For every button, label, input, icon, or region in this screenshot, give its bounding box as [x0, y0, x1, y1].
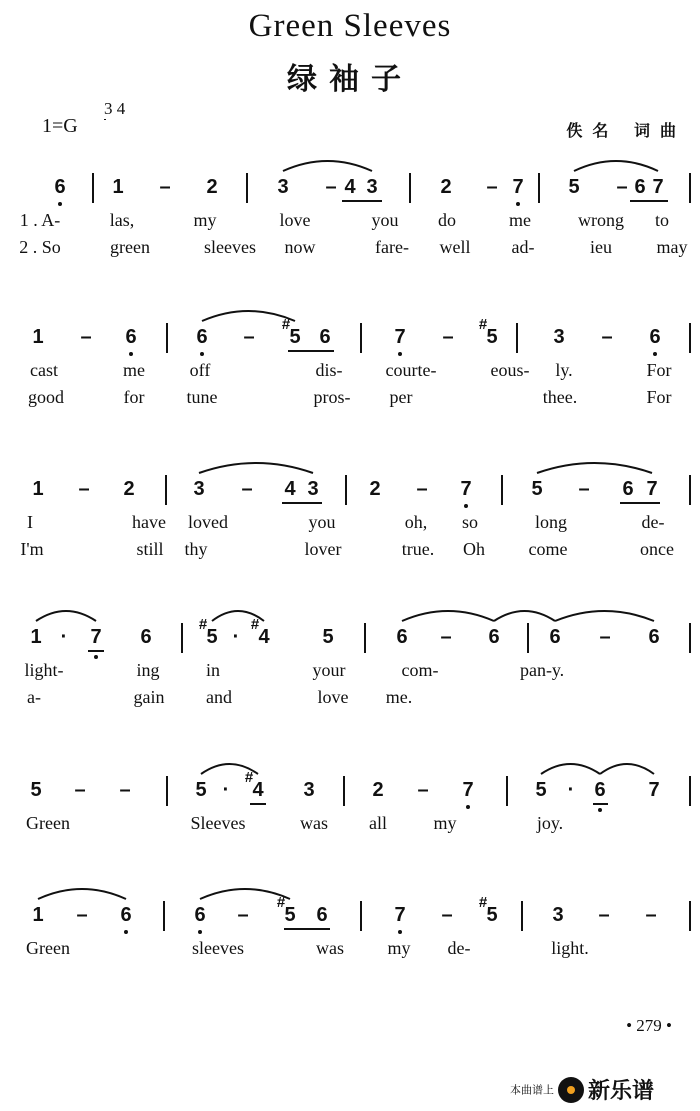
lyric-verse2: thee. — [542, 387, 578, 407]
note: 7 — [648, 779, 660, 801]
lyric-verse2: well — [439, 237, 471, 257]
bar-line — [501, 475, 503, 505]
note: 5 — [531, 478, 543, 500]
sustain-dash: – — [76, 904, 88, 926]
bar-line — [689, 475, 691, 505]
lyric-verse1: com- — [401, 660, 439, 680]
dot-duration: · — [60, 626, 68, 648]
lyric-verse1: 1 . A- — [19, 210, 61, 230]
note: 3 — [307, 478, 319, 500]
octave-dot — [129, 352, 133, 356]
lyric-verse1: y. — [551, 660, 565, 680]
lyric-verse1: ly. — [555, 360, 573, 380]
octave-dot — [200, 352, 204, 356]
note: 6 — [196, 326, 208, 348]
sustain-dash: – — [159, 176, 171, 198]
beam-line — [250, 803, 266, 805]
note: 4 — [252, 779, 264, 801]
lyric-verse1: de- — [447, 938, 471, 958]
lyric-verse2: good — [28, 387, 64, 407]
bar-line — [689, 173, 691, 203]
sustain-dash: – — [441, 904, 453, 926]
site-watermark — [510, 1074, 654, 1105]
note: 5 — [284, 904, 296, 926]
time-signature — [104, 99, 126, 118]
bar-line — [689, 623, 691, 653]
note: 3 — [552, 904, 564, 926]
time-signature-bottom: 4 — [116, 99, 126, 118]
bar-line — [246, 173, 248, 203]
bar-line — [527, 623, 529, 653]
lyric-verse2: and — [206, 687, 232, 707]
note: 6 — [319, 326, 331, 348]
sustain-dash: – — [601, 326, 613, 348]
slur-arc — [595, 758, 659, 778]
sharp-sign: # — [244, 769, 254, 786]
note: 5 — [568, 176, 580, 198]
lyric-verse1: pan- — [520, 660, 552, 680]
lyric-verse1: Sleeves — [190, 813, 246, 833]
lyric-verse1: long — [534, 512, 568, 532]
sustain-dash: – — [237, 904, 249, 926]
lyric-verse1: all — [369, 813, 387, 833]
lyric-verse1: in — [205, 660, 221, 680]
slur-arc — [397, 605, 499, 625]
octave-dot — [398, 352, 402, 356]
octave-dot — [653, 352, 657, 356]
staff-system — [0, 467, 700, 597]
composer-credit: 佚名 词曲 — [566, 121, 686, 140]
note: 1 — [32, 326, 44, 348]
lyric-verse1: off — [189, 360, 211, 380]
bar-line — [689, 323, 691, 353]
lyric-verse1: las, — [109, 210, 135, 230]
beam-line — [593, 803, 608, 805]
lyric-verse1: Green — [26, 813, 70, 833]
octave-dot — [124, 930, 128, 934]
lyric-verse2: still — [136, 539, 164, 559]
beam-line — [630, 200, 668, 202]
note: 4 — [258, 626, 270, 648]
slur-arc — [197, 305, 300, 325]
note: 6 — [396, 626, 408, 648]
note: 3 — [553, 326, 565, 348]
lyric-verse2: per — [389, 387, 413, 407]
lyric-verse2: For — [646, 387, 672, 407]
note: 4 — [284, 478, 296, 500]
sustain-dash: – — [578, 478, 590, 500]
lyric-verse2: 2 . So — [19, 237, 61, 257]
lyric-verse1: sleeves — [192, 938, 244, 958]
note: 6 — [194, 904, 206, 926]
sustain-dash: – — [243, 326, 255, 348]
sustain-dash: – — [442, 326, 454, 348]
bar-line — [538, 173, 540, 203]
time-signature-top: 3 — [104, 99, 113, 118]
octave-dot — [464, 504, 468, 508]
note: 6 — [549, 626, 561, 648]
lyric-verse1: me — [123, 360, 145, 380]
sharp-sign: # — [276, 894, 286, 911]
note: 5 — [322, 626, 334, 648]
note: 1 — [32, 478, 44, 500]
bar-line — [165, 475, 167, 505]
staff-system — [0, 768, 700, 898]
lyric-verse1: loved — [188, 512, 228, 532]
staff-system — [0, 165, 700, 295]
lyric-verse1: so — [461, 512, 479, 532]
lyric-verse1: was — [316, 938, 344, 958]
note: 5 — [30, 779, 42, 801]
staff-system — [0, 315, 700, 445]
lyric-verse2: for — [123, 387, 145, 407]
lyric-verse1: my — [387, 938, 411, 958]
note: 7 — [512, 176, 524, 198]
lyric-verse2: sleeves — [204, 237, 256, 257]
note: 3 — [193, 478, 205, 500]
note: 6 — [488, 626, 500, 648]
lyric-verse2: gain — [133, 687, 165, 707]
lyric-verse2: green — [110, 237, 150, 257]
lyric-verse2: once — [640, 539, 674, 559]
lyric-verse1: ing — [136, 660, 160, 680]
lyric-verse1: you — [308, 512, 336, 532]
bar-line — [360, 901, 362, 931]
bar-line — [181, 623, 183, 653]
lyric-verse1: light- — [24, 660, 64, 680]
sustain-dash: – — [599, 626, 611, 648]
note: 6 — [649, 326, 661, 348]
lyric-verse2: love — [317, 687, 349, 707]
beam-line — [342, 200, 382, 202]
bar-line — [166, 776, 168, 806]
slur-arc — [196, 758, 263, 778]
note: 2 — [440, 176, 452, 198]
record-icon — [558, 1077, 584, 1103]
note: 5 — [289, 326, 301, 348]
note: 6 — [622, 478, 634, 500]
note: 5 — [206, 626, 218, 648]
slur-arc — [550, 605, 659, 625]
sustain-dash: – — [78, 478, 90, 500]
lyric-verse2: tune — [186, 387, 218, 407]
slur-arc — [195, 883, 295, 903]
slur-arc — [207, 605, 269, 625]
sharp-sign: # — [281, 316, 291, 333]
note: 3 — [303, 779, 315, 801]
key-signature: 1=G — [42, 115, 78, 137]
note: 7 — [394, 904, 406, 926]
note: 6 — [140, 626, 152, 648]
bar-line — [163, 901, 165, 931]
lyric-verse2: fare- — [375, 237, 409, 257]
beam-line — [282, 502, 322, 504]
octave-dot — [516, 202, 520, 206]
lyric-verse1: wrong — [578, 210, 624, 230]
lyric-verse1: joy. — [536, 813, 564, 833]
lyric-verse2: pros- — [313, 387, 351, 407]
octave-dot — [466, 805, 470, 809]
note: 6 — [54, 176, 66, 198]
slur-arc — [194, 457, 318, 477]
bar-line — [364, 623, 366, 653]
lyric-verse1: me — [509, 210, 531, 230]
bar-line — [689, 776, 691, 806]
sharp-sign: # — [250, 616, 260, 633]
sustain-dash: – — [645, 904, 657, 926]
slur-arc — [31, 605, 101, 625]
note: 3 — [366, 176, 378, 198]
lyric-verse2: now — [284, 237, 316, 257]
lyric-verse1: have — [132, 512, 166, 532]
lyric-verse2: ad- — [511, 237, 535, 257]
octave-dot — [398, 930, 402, 934]
lyric-verse2: a- — [27, 687, 41, 707]
lyric-verse2: Oh — [463, 539, 485, 559]
note: 1 — [30, 626, 42, 648]
note: 2 — [372, 779, 384, 801]
lyric-verse1: light. — [551, 938, 589, 958]
lyric-verse2: ieu — [590, 237, 612, 257]
note: 7 — [652, 176, 664, 198]
bar-line — [343, 776, 345, 806]
staff-system — [0, 893, 700, 1023]
lyric-verse1: eous- — [490, 360, 530, 380]
note: 7 — [90, 626, 102, 648]
octave-dot — [598, 808, 602, 812]
beam-line — [284, 928, 330, 930]
watermark-brand: 新乐谱 — [588, 1079, 655, 1104]
note: 3 — [277, 176, 289, 198]
sustain-dash: – — [616, 176, 628, 198]
note: 1 — [112, 176, 124, 198]
note: 6 — [316, 904, 328, 926]
sharp-sign: # — [478, 894, 488, 911]
octave-dot — [198, 930, 202, 934]
octave-dot — [94, 655, 98, 659]
lyric-verse2: I'm — [20, 539, 44, 559]
lyric-verse2: thy — [184, 539, 208, 559]
lyric-verse1: my — [193, 210, 217, 230]
lyric-verse1: your — [312, 660, 346, 680]
bar-line — [345, 475, 347, 505]
note: 6 — [125, 326, 137, 348]
sustain-dash: – — [598, 904, 610, 926]
note: 6 — [648, 626, 660, 648]
song-subtitle: 绿袖子 — [287, 62, 413, 97]
sustain-dash: – — [74, 779, 86, 801]
dot-duration: · — [567, 779, 575, 801]
note: 5 — [486, 326, 498, 348]
sustain-dash: – — [416, 478, 428, 500]
beam-line — [288, 350, 334, 352]
lyric-verse2: true. — [401, 539, 435, 559]
note: 7 — [394, 326, 406, 348]
bar-line — [166, 323, 168, 353]
slur-arc — [33, 883, 131, 903]
bar-line — [689, 901, 691, 931]
lyric-verse2: come — [528, 539, 568, 559]
bar-line — [516, 323, 518, 353]
lyric-verse2: me. — [385, 687, 413, 707]
sustain-dash: – — [417, 779, 429, 801]
note: 7 — [460, 478, 472, 500]
note: 2 — [206, 176, 218, 198]
sharp-sign: # — [198, 616, 208, 633]
lyric-verse1: Green — [26, 938, 70, 958]
sustain-dash: – — [80, 326, 92, 348]
bar-line — [409, 173, 411, 203]
note: 6 — [634, 176, 646, 198]
bar-line — [360, 323, 362, 353]
dot-duration: · — [222, 779, 230, 801]
sustain-dash: – — [241, 478, 253, 500]
beam-line — [88, 650, 104, 652]
note: 2 — [123, 478, 135, 500]
sharp-sign: # — [478, 316, 488, 333]
lyric-verse1: oh, — [404, 512, 428, 532]
lyric-verse1: de- — [641, 512, 665, 532]
lyric-verse1: courte- — [385, 360, 437, 380]
note: 7 — [646, 478, 658, 500]
lyric-verse1: For — [646, 360, 672, 380]
octave-dot — [58, 202, 62, 206]
note: 6 — [120, 904, 132, 926]
lyric-verse1: cast — [30, 360, 58, 380]
lyric-verse1: to — [654, 210, 670, 230]
note: 5 — [535, 779, 547, 801]
page-number: • 279 • — [626, 1016, 672, 1035]
sustain-dash: – — [119, 779, 131, 801]
beam-line — [620, 502, 660, 504]
bar-line — [506, 776, 508, 806]
sustain-dash: – — [440, 626, 452, 648]
staff-system — [0, 615, 700, 745]
lyric-verse1: was — [300, 813, 328, 833]
lyric-verse1: my — [433, 813, 457, 833]
note: 2 — [369, 478, 381, 500]
lyric-verse1: I — [27, 512, 33, 532]
bar-line — [521, 901, 523, 931]
slur-arc — [278, 155, 377, 175]
note: 4 — [344, 176, 356, 198]
note: 6 — [594, 779, 606, 801]
slur-arc — [569, 155, 663, 175]
lyric-verse1: dis- — [315, 360, 343, 380]
lyric-verse2: may — [656, 237, 688, 257]
note: 7 — [462, 779, 474, 801]
song-title: Green Sleeves — [248, 8, 452, 44]
sustain-dash: – — [486, 176, 498, 198]
slur-arc — [532, 457, 657, 477]
bar-line — [92, 173, 94, 203]
note: 5 — [195, 779, 207, 801]
note: 1 — [32, 904, 44, 926]
lyric-verse1: do — [438, 210, 456, 230]
dot-duration: · — [232, 626, 240, 648]
watermark-prefix: 本曲谱上 — [510, 1083, 554, 1097]
lyric-verse1: you — [371, 210, 399, 230]
lyric-verse1: love — [279, 210, 311, 230]
sustain-dash: – — [325, 176, 337, 198]
note: 5 — [486, 904, 498, 926]
lyric-verse2: lover — [304, 539, 342, 559]
